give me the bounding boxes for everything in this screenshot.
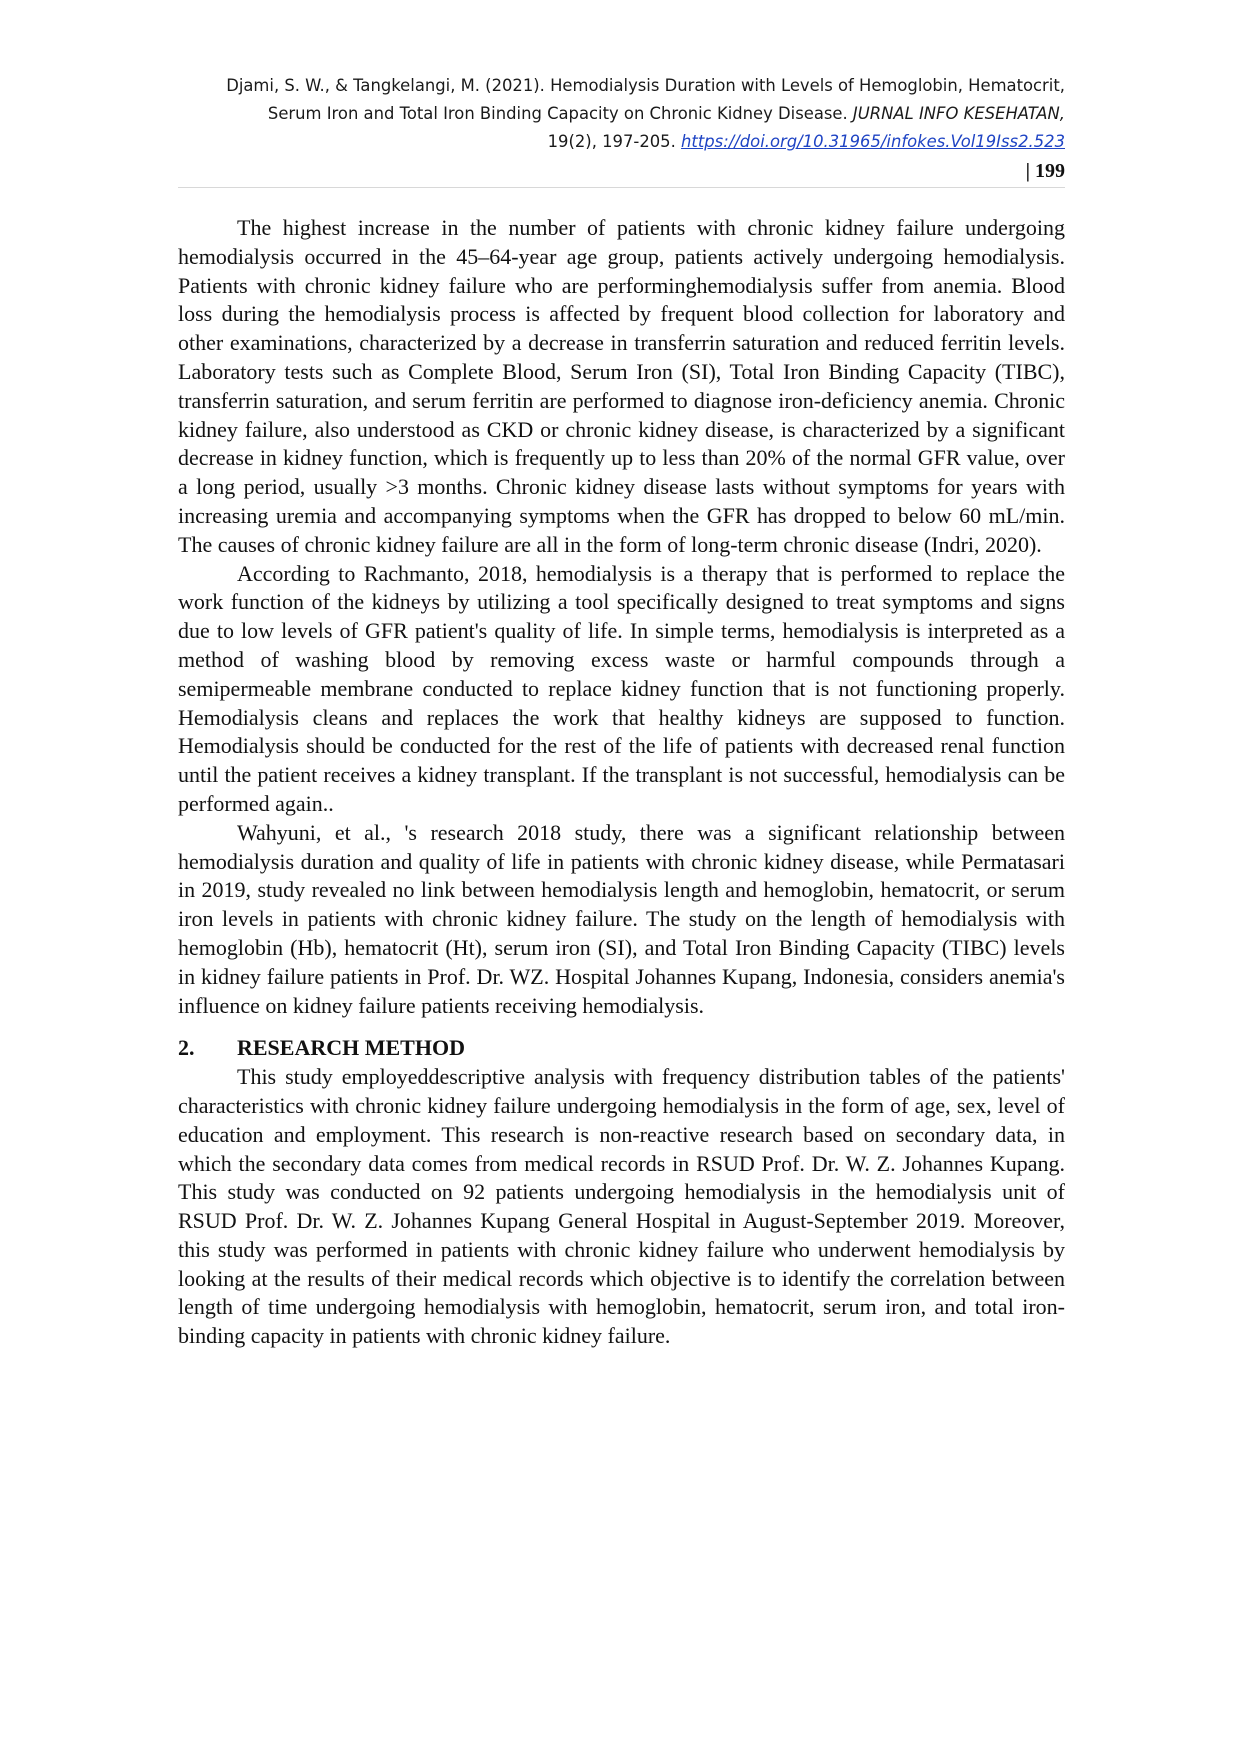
article-body	[178, 214, 1065, 1351]
citation-line-2	[178, 100, 1065, 128]
doi-link[interactable]: https://doi.org/10.31965/infokes.Vol19Iss2.523	[681, 132, 1065, 151]
section-heading	[178, 1034, 1065, 1063]
citation-line-3	[178, 128, 1065, 156]
volume-pages: 19(2), 197-205.	[547, 132, 682, 151]
header-divider	[178, 187, 1065, 188]
running-header	[178, 72, 1065, 156]
journal-name: JURNAL INFO KESEHATAN,	[852, 104, 1065, 123]
paragraph-1: The highest increase in the number of patients with chronic kidney failure undergoing hemodialysis occurred in the 45–64-year age group, patients actively undergoing hemodialysis. Patients with chronic kidney failure who are performinghemodialysis suffer from anemia. Blood loss during the hemodialysis process is affected by frequent blood collection for laboratory and other examinations, characterized by a decrease in transferrin saturation and reduced ferritin levels. Laboratory tests such as Complete Blood, Serum Iron (SI), Total Iron Binding Capacity (TIBC), transferrin saturation, and serum ferritin are performed to diagnose iron-deficiency anemia. Chronic kidney failure, also understood as CKD or chronic kidney disease, is characterized by a significant decrease in kidney function, which is frequently up to less than 20% of the normal GFR value, over a long period, usually >3 months. Chronic kidney disease lasts without symptoms for years with increasing uremia and accompanying symptoms when the GFR has dropped to below 60 mL/min. The causes of chronic kidney failure are all in the form of long-term chronic disease (Indri, 2020).	[178, 215, 1065, 557]
section-number: 2.	[178, 1035, 195, 1061]
section-title: RESEARCH METHOD	[237, 1035, 465, 1061]
paragraph-3: Wahyuni, et al., 's research 2018 study, there was a significant relationship between hemodialysis duration and quality of life in patients with chronic kidney disease, while Permatasari in 2019, study revealed no link between hemodialysis length and hemoglobin, hematocrit, or serum iron levels in patients with chronic kidney failure. The study on the length of hemodialysis with hemoglobin (Hb), hematocrit (Ht), serum iron (SI), and Total Iron Binding Capacity (TIBC) levels in kidney failure patients in Prof. Dr. WZ. Hospital Johannes Kupang, Indonesia, considers anemia's influence on kidney failure patients receiving hemodialysis.	[178, 819, 1065, 1018]
paragraph-2: According to Rachmanto, 2018, hemodialysis is a therapy that is performed to replace the work function of the kidneys by utilizing a tool specifically designed to treat symptoms and signs due to low levels of GFR patient's quality of life. In simple terms, hemodialysis is interpreted as a method of washing blood by removing excess waste or harmful compounds through a semipermeable membrane conducted to replace kidney function that is not functioning properly. Hemodialysis cleans and replaces the work that healthy kidneys are supposed to function. Hemodialysis should be conducted for the rest of the life of patients with decreased renal function until the patient receives a kidney transplant. If the transplant is not successful, hemodialysis can be performed again..	[178, 560, 1065, 816]
page-number: | 199	[1025, 160, 1065, 182]
section-paragraph: This study employeddescriptive analysis with frequency distribution tables of the patients' characteristics with chronic kidney failure undergoing hemodialysis in the form of age, sex, level of education and employment. This research is non-reactive research based on secondary data, in which the secondary data comes from medical records in RSUD Prof. Dr. W. Z. Johannes Kupang. This study was conducted on 92 patients undergoing hemodialysis in the hemodialysis unit of RSUD Prof. Dr. W. Z. Johannes Kupang General Hospital in August-September 2019. Moreover, this study was performed in patients with chronic kidney failure who underwent hemodialysis by looking at the results of their medical records which objective is to identify the correlation between length of time undergoing hemodialysis with hemoglobin, hematocrit, serum iron, and total iron-binding capacity in patients with chronic kidney failure.	[178, 1064, 1065, 1349]
citation-title: Serum Iron and Total Iron Binding Capacity on Chronic Kidney Disease.	[267, 104, 853, 123]
citation-line-1: Djami, S. W., & Tangkelangi, M. (2021). Hemodialysis Duration with Levels of Hemoglobin, Hematocrit,	[226, 76, 1065, 95]
